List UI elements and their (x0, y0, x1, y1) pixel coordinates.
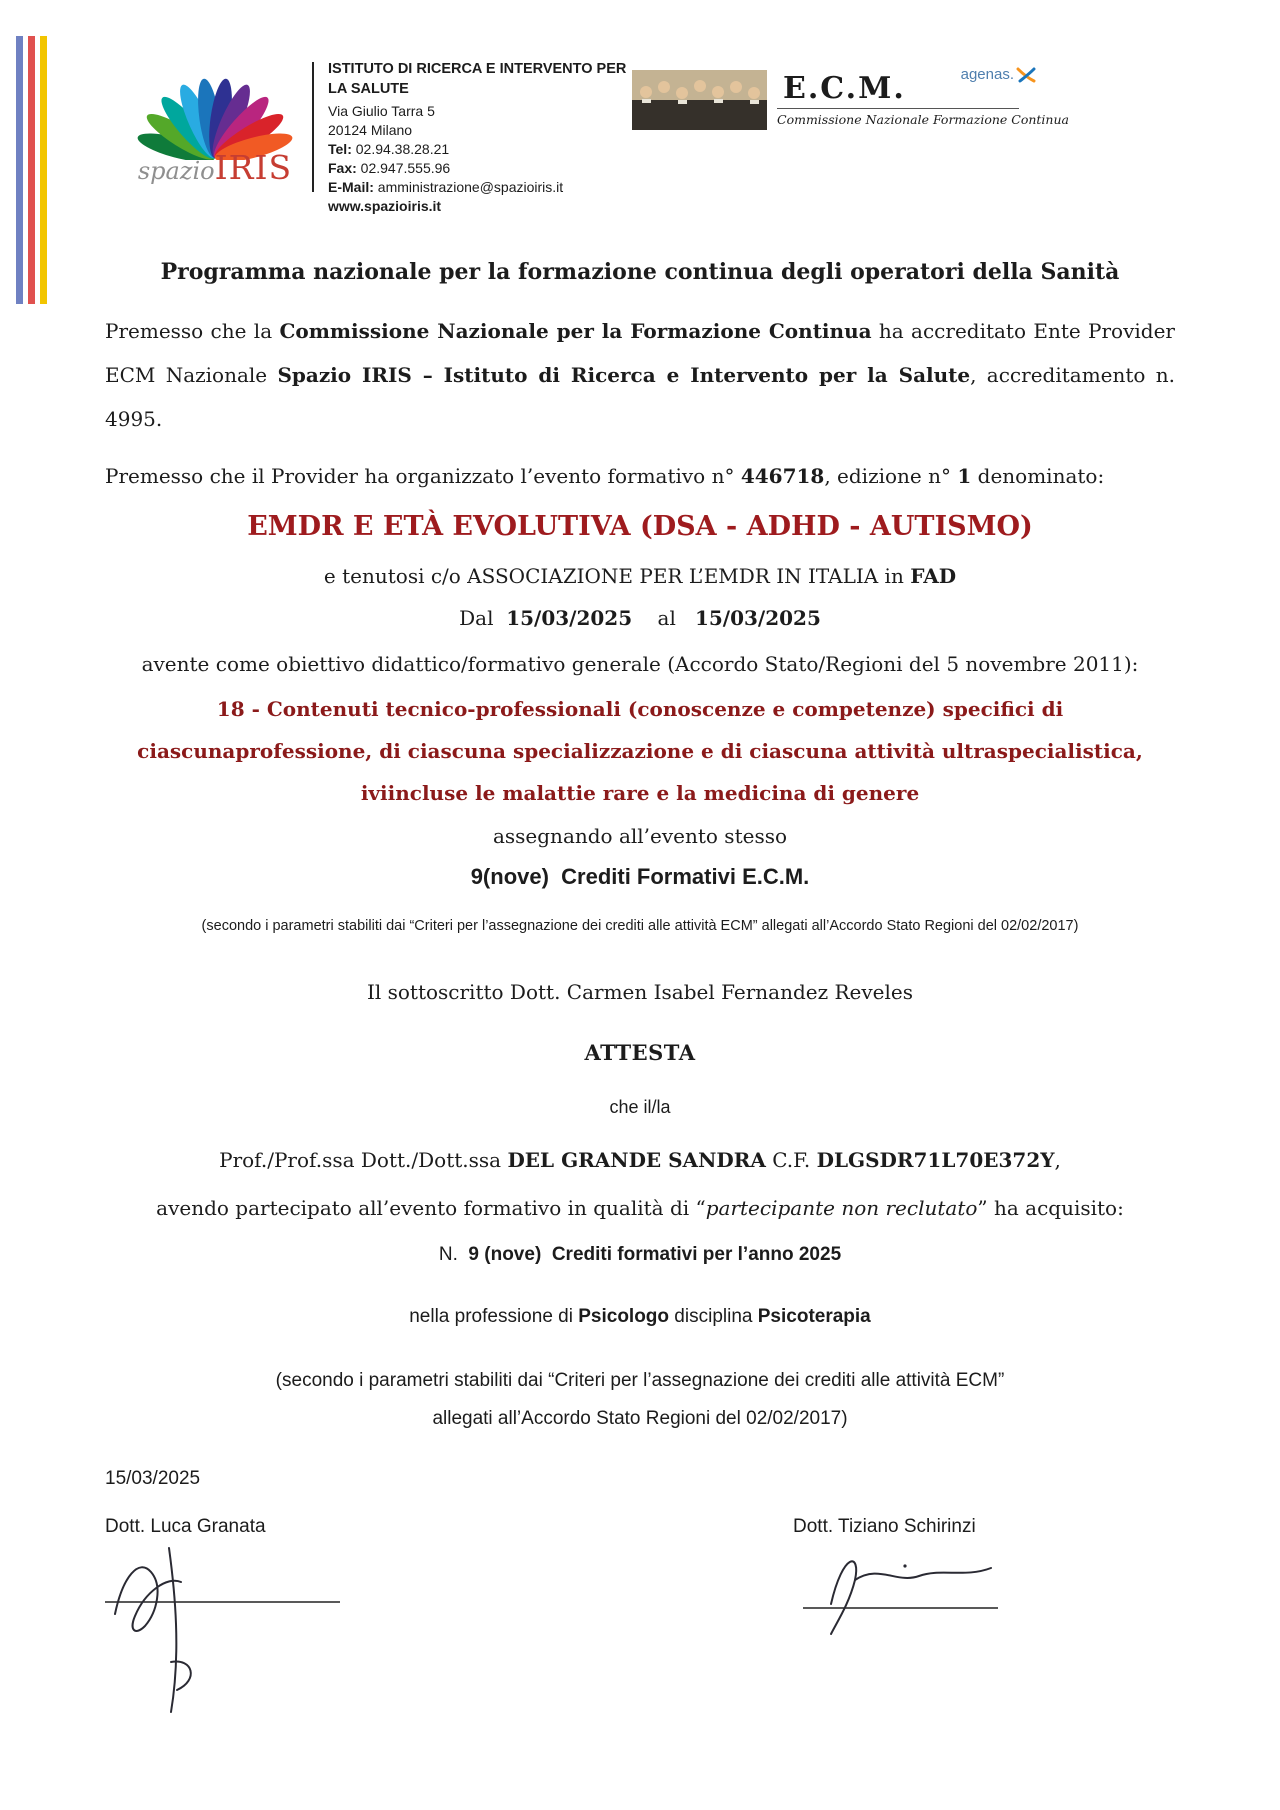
stripe-red (28, 36, 35, 304)
iris-fan-icon (136, 56, 294, 160)
institute-block (328, 56, 632, 215)
tel-label: Tel: (328, 140, 352, 157)
p2-text-2: , edizione n° (824, 464, 958, 489)
institute-website: www.spazioiris.it (328, 197, 442, 214)
event-title: EMDR E ETÀ EVOLUTIVA (DSA - ADHD - AUTISMO) (247, 511, 1033, 543)
dates-text-1: Dal (459, 606, 507, 631)
p2-text-3: denominato: (971, 464, 1105, 489)
institute-fax (328, 159, 632, 178)
assigning-line: assegnando all’evento stesso (492, 824, 788, 849)
header-divider (312, 62, 314, 192)
fax-label: Fax: (328, 159, 357, 176)
person-text-3: , (1054, 1148, 1061, 1173)
agenas-logo (961, 66, 1036, 83)
brand-wordmark (136, 148, 294, 187)
participation-line (105, 1196, 1175, 1220)
brand-prefix: spazio (137, 157, 215, 185)
credits-awarded-line (105, 1244, 1175, 1266)
participation-text-2: ” ha acquisito: (977, 1196, 1124, 1221)
signers-row (105, 1516, 1175, 1717)
certificate-body (0, 259, 1280, 1717)
profession-line (105, 1306, 1175, 1328)
institute-address-1: Via Giulio Tarra 5 (328, 103, 435, 120)
objective-intro: avente come obiettivo didattico/formativo generale (Accordo Stato/Regioni del 5 novembre 2011): (141, 652, 1139, 677)
tel-value: 02.94.38.28.21 (351, 140, 450, 157)
p1-bold-1: Commissione Nazionale per la Formazione Continua (279, 319, 872, 344)
fax-value: 02.947.555.96 (356, 159, 451, 176)
signer-name-right: Dott. Tiziano Schirinzi (793, 1516, 976, 1538)
page-title: Programma nazionale per la formazione continua degli operatori della Sanità (160, 259, 1120, 286)
agenas-mark-icon (1016, 67, 1036, 83)
ecm-painting-image (632, 70, 767, 130)
header (0, 0, 1280, 215)
stripe-yellow (40, 36, 47, 304)
participation-text-1: avendo partecipato all’evento formativo in qualità di “ (156, 1196, 706, 1221)
signer-block-right (793, 1516, 1175, 1717)
criteria-note: (secondo i parametri stabiliti dai “Criteri per l’assegnazione dei crediti alle attività ECM” allegati all’Accordo Stato Regioni del 02/02/2017) (201, 918, 1079, 935)
person-text-1: Prof./Prof.ssa Dott./Dott.ssa (219, 1148, 508, 1173)
p1-text-1: Premesso che la (105, 319, 280, 344)
p1-text-3: , accreditamento n. 4995. (105, 363, 1175, 432)
ecm-title: E.C.M. (783, 71, 906, 106)
signature-tiziano-schirinzi (793, 1542, 1003, 1637)
person-text-2: C.F. (765, 1148, 817, 1173)
email-value: amministrazione@spazioiris.it (373, 178, 564, 195)
profession-bold-1: Psicologo (578, 1306, 670, 1328)
profession-bold-2: Psicoterapia (757, 1306, 871, 1328)
dates-line (105, 606, 1175, 630)
signature-luca-granata (105, 1542, 355, 1717)
institute-name: ISTITUTO DI RICERCA E INTERVENTO PER LA SALUTE (328, 61, 627, 97)
attesta-heading: ATTESTA (584, 1040, 696, 1066)
dates-bold-2: 15/03/2025 (694, 606, 821, 631)
person-bold-1: DEL GRANDE SANDRA (507, 1148, 766, 1173)
criteria-note-2-line-2: allegati all’Accordo Stato Regioni del 02/02/2017) (432, 1408, 848, 1430)
spazio-iris-logo (136, 56, 294, 187)
person-line (105, 1148, 1175, 1172)
paragraph-accreditation (105, 309, 1175, 441)
venue-line (105, 564, 1175, 588)
p2-text-1: Premesso che il Provider ha organizzato l’evento formativo n° (105, 464, 741, 489)
dates-text-2: al (632, 606, 695, 631)
venue-bold: FAD (910, 564, 957, 589)
che-il-la-line: che il/la (609, 1097, 671, 1118)
dates-bold-1: 15/03/2025 (506, 606, 633, 631)
agenas-label: agenas. (960, 66, 1014, 83)
signer-block-left (105, 1516, 355, 1717)
p1-bold-2: Spazio IRIS – Istituto di Ricerca e Intervento per la Salute (277, 363, 971, 388)
ecm-logo-block (632, 56, 1069, 130)
institute-address-2: 20124 Milano (328, 122, 413, 139)
institute-email (328, 178, 632, 197)
email-label: E-Mail: (328, 178, 374, 195)
undersigned-line: Il sottoscritto Dott. Carmen Isabel Fernandez Reveles (366, 980, 914, 1005)
criteria-note-2-line-1: (secondo i parametri stabiliti dai “Criteri per l’assegnazione dei crediti alle attività ECM” (275, 1370, 1005, 1392)
paragraph-event (105, 461, 1175, 491)
issue-date: 15/03/2025 (105, 1468, 201, 1490)
objective-text: 18 - Contenuti tecnico-professionali (conoscenze e competenze) specifici di ciascunaprofessione, di ciascuna specializzazione e di ciascuna attività ultraspecialistica, iviincluse le malattie rare e la medicina di genere (137, 697, 1143, 806)
p2-bold-1: 446718 (740, 464, 825, 489)
ecm-subtitle: Commissione Nazionale Formazione Continua (777, 108, 1019, 127)
participation-italic: partecipante non reclutato (705, 1196, 978, 1221)
profession-text-1: nella professione di (409, 1306, 579, 1328)
institute-tel (328, 140, 632, 159)
venue-text: e tenutosi c/o ASSOCIAZIONE PER L’EMDR IN ITALIA in (323, 564, 911, 589)
stripe-blue (16, 36, 23, 304)
decorative-stripes (16, 36, 47, 304)
p2-bold-2: 1 (957, 464, 972, 489)
brand-name: IRIS (214, 148, 293, 187)
p1-text-2: ha accreditato Ente Provider ECM Nazionale (105, 319, 1175, 388)
credits2-bold: 9 (nove) Crediti formativi per l’anno 2025 (468, 1244, 842, 1266)
profession-text-2: disciplina (669, 1306, 758, 1328)
credits2-text: N. (438, 1244, 469, 1266)
person-bold-2: DLGSDR71L70E372Y (816, 1148, 1055, 1173)
credits-line: 9(nove) Crediti Formativi E.C.M. (470, 864, 810, 890)
signer-name-left: Dott. Luca Granata (105, 1516, 266, 1538)
